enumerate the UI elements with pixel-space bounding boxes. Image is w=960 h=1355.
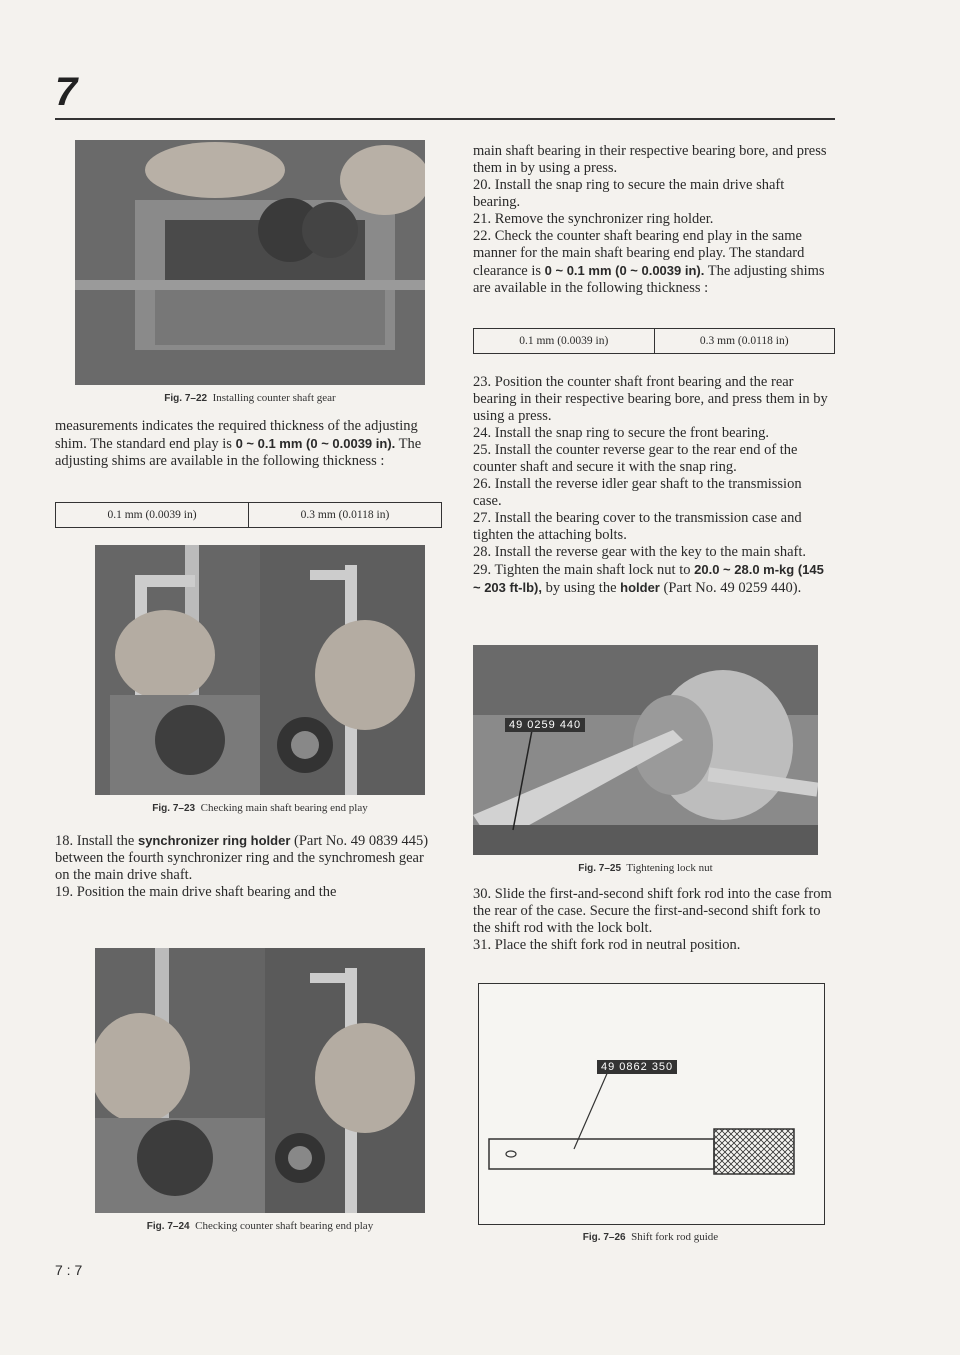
fig-7-23-caption: Fig. 7–23 Checking main shaft bearing end play — [152, 802, 368, 814]
shim-table-1 — [55, 502, 442, 528]
page-number: 7 : 7 — [55, 1262, 83, 1278]
fig-7-25-caption: Fig. 7–25 Tightening lock nut — [578, 862, 713, 874]
left-steps-18-19: 18. Install the synchronizer ring holder (Part No. 49 0839 445) between the fourth synchronizer ring and the synchromesh gear on the main drive shaft. 19. Position the main drive shaft bearing and the — [55, 833, 429, 900]
header-rule — [55, 118, 835, 120]
fig-7-26-diagram — [478, 983, 825, 1225]
fig-7-26-caption: Fig. 7–26 Shift fork rod guide — [582, 1231, 719, 1243]
chapter-number: 7 — [55, 70, 78, 114]
shim-cell: 0.1 mm (0.0039 in) — [474, 329, 655, 353]
right-steps-23-29: 23. Position the counter shaft front bearing and the rear bearing in their respective bearing bore, and press them in by using a press. 24. Install the snap ring to secure the front bearing. 25. Install the counter reverse gear to the rear end of the counter shaft and secure it with the snap ring. 26. Install the reverse idler gear shaft to the transmission case. 27. Install the bearing cover to the transmission case and tighten the attaching bolts. 28. Install the reverse gear with the key to the main shaft. 29. Tighten the main shaft lock nut to 20.0 ~ 28.0 m-kg (145 ~ 203 ft-lb), by using the holder (Part No. 49 0259 440). — [473, 374, 828, 596]
shim-cell: 0.3 mm (0.0118 in) — [300, 509, 390, 521]
shim-cell: 0.1 mm (0.0039 in) — [56, 503, 249, 527]
fig-7-26-part-tag: 49 0862 350 — [597, 1060, 677, 1074]
fig-7-25-part-tag: 49 0259 440 — [505, 718, 585, 732]
right-steps-20-22: main shaft bearing in their respective bearing bore, and press them in by using a press. 20. Install the snap ring to secure the main drive shaft bearing. 21. Remove the synchronizer ring holder. 22. Check the counter shaft bearing end play in the same manner for the main shaft bearing end play. The standard clearance is 0 ~ 0.1 mm (0 ~ 0.0039 in). The adjusting shims are available in the following thickness : — [473, 143, 827, 296]
fig-7-23-photo — [95, 545, 425, 795]
right-steps-30-31: 30. Slide the first-and-second shift fork rod into the case from the rear of the case. Secure the first-and-second shift fork to the shift rod with the lock bolt. 31. Place the shift fork rod in neutral position. — [473, 886, 832, 953]
shim-table-2 — [473, 328, 835, 354]
fig-7-22-photo — [75, 140, 425, 385]
fig-7-25-photo — [473, 645, 818, 855]
shim-cell: 0.3 mm (0.0118 in) — [699, 335, 789, 347]
fig-7-24-caption: Fig. 7–24 Checking counter shaft bearing end play — [146, 1220, 374, 1232]
fig-7-22-caption: Fig. 7–22 Installing counter shaft gear — [164, 392, 336, 404]
left-paragraph-1: measurements indicates the required thickness of the adjusting shim. The standard end play is 0 ~ 0.1 mm (0 ~ 0.0039 in). The adjusting shims are available in the following thickness : — [55, 418, 422, 469]
fig-7-24-photo — [95, 948, 425, 1213]
